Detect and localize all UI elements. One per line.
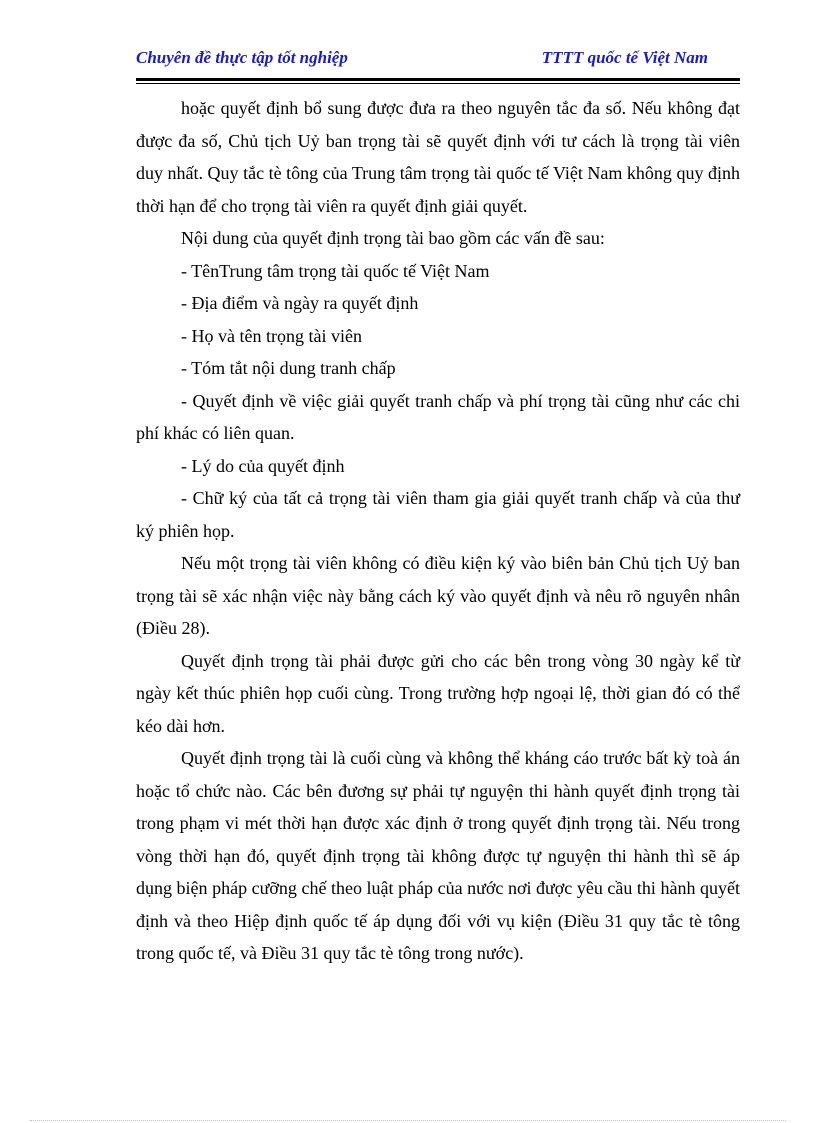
paragraph-5: Quyết định trọng tài là cuối cùng và không thể kháng cáo trước bất kỳ toà án hoặc tổ chức nào. Các bên đương sự phải tự nguyện thi hành quyết định trọng tài trong phạm vi mét thời hạn được xác định ở trong quyết định trọng tài. Nếu trong vòng thời hạn đó, quyết định trọng tài không được tự nguyện thi hành thì sẽ áp dụng biện pháp cưỡng chế theo luật pháp của nước nơi được yêu cầu thi hành quyết định và theo Hiệp định quốc tế áp dụng đối với vụ kiện (Điều 31 quy tắc tè tông trong quốc tế, và Điều 31 quy tắc tè tông trong nước).	[136, 748, 740, 963]
page-header	[136, 48, 740, 72]
list-item: - Lý do của quyết định	[181, 455, 345, 476]
list-item: - Tóm tắt nội dung tranh chấp	[181, 358, 396, 378]
list-item: - Quyết định về việc giải quyết tranh chấp và phí trọng tài cũng như các chi phí khác có liên quan.	[136, 390, 740, 443]
header-title-left: Chuyên đề thực tập tốt nghiệp	[136, 48, 348, 67]
paragraph-4: Quyết định trọng tài phải được gửi cho các bên trong vòng 30 ngày kể từ ngày kết thúc phiên họp cuối cùng. Trong trường hợp ngoại lệ, thời gian đó có thể kéo dài hơn.	[136, 650, 740, 736]
body-text	[136, 92, 740, 970]
footer-dotted-line	[30, 1120, 786, 1121]
list-item: - Chữ ký của tất cả trọng tài viên tham gia giải quyết tranh chấp và của thư ký phiên họp.	[136, 488, 740, 541]
paragraph-1: hoặc quyết định bổ sung được đưa ra theo nguyên tắc đa số. Nếu không đạt được đa số, Chủ tịch Uỷ ban trọng tài sẽ quyết định với tư cách là trọng tài viên duy nhất. Quy tắc tè tông của Trung tâm trọng tài quốc tế Việt Nam không quy định thời hạn để cho trọng tài viên ra quyết định giải quyết.	[136, 98, 740, 216]
list-item: - TênTrung tâm trọng tài quốc tế Việt Nam	[181, 260, 490, 281]
list-item: - Họ và tên trọng tài viên	[181, 325, 362, 346]
paragraph-3: Nếu một trọng tài viên không có điều kiện ký vào biên bản Chủ tịch Uỷ ban trọng tài sẽ xác nhận việc này bằng cách ký vào quyết định và nêu rõ nguyên nhân (Điều 28).	[136, 553, 740, 638]
header-rule-thin	[136, 83, 740, 84]
header-rule-thick	[136, 78, 740, 81]
list-item: - Địa điểm và ngày ra quyết định	[181, 293, 419, 313]
paragraph-2: Nội dung của quyết định trọng tài bao gồm các vấn đề sau:	[181, 228, 605, 248]
header-title-right: TTTT quốc tế Việt Nam	[541, 48, 708, 67]
